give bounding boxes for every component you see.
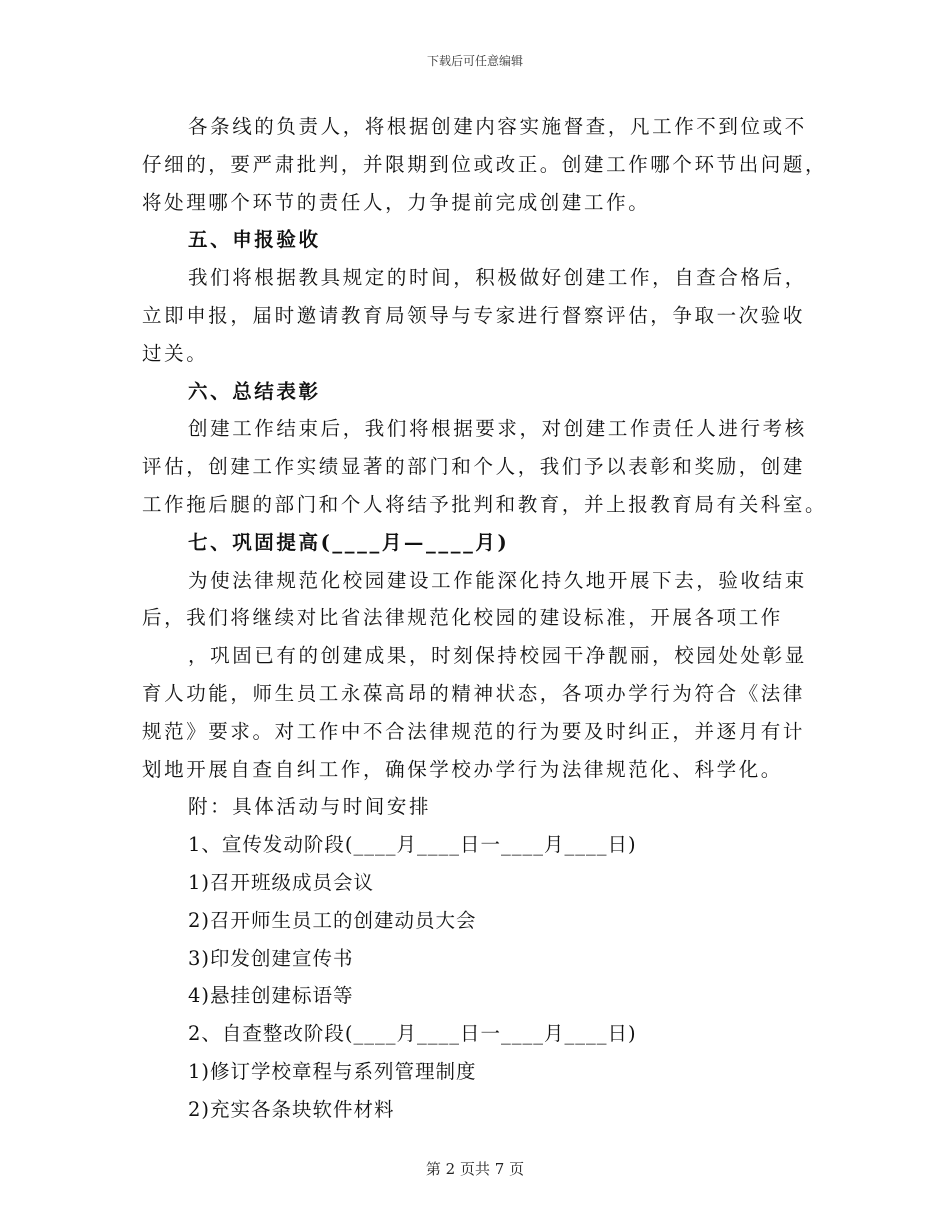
appendix-heading: 附：具体活动与时间安排 — [188, 795, 432, 819]
page-footer: 第 2 页共 7 页 — [425, 1160, 525, 1178]
document-body — [142, 108, 828, 1129]
paragraph-line: 为使法律规范化校园建设工作能深化持久地开展下去，验收结束 — [188, 568, 807, 592]
paragraph-line: 工作拖后腿的部门和个人将结予批判和教育，并上报教育局有关科室。 — [142, 492, 828, 516]
paragraph-line: 过关。 — [142, 341, 209, 365]
paragraph-line: 创建工作结束后，我们将根据要求，对创建工作责任人进行考核 — [188, 417, 807, 441]
stage-heading: 1、宣传发动阶段(____月____日一____月____日) — [188, 833, 637, 857]
page-header: 下载后可任意编辑 — [426, 54, 523, 68]
paragraph-line: 仔细的，要严肃批判，并限期到位或改正。创建工作哪个环节出问题， — [142, 152, 828, 176]
list-item: 1)修订学校章程与系列管理制度 — [188, 1059, 477, 1083]
stage-heading: 2、自查整改阶段(____月____日一____月____日) — [188, 1022, 637, 1046]
section-heading: 六、总结表彰 — [188, 379, 321, 403]
paragraph-line: 我们将根据教具规定的时间，积极做好创建工作，自查合格后， — [188, 266, 807, 290]
list-item: 2)召开师生员工的创建动员大会 — [188, 908, 477, 932]
paragraph-line: 划地开展自查自纠工作，确保学校办学行为法律规范化、科学化。 — [142, 757, 783, 781]
paragraph-line: 后，我们将继续对比省法律规范化校园的建设标准，开展各项工作 — [142, 606, 783, 630]
section-heading: 五、申报验收 — [188, 228, 321, 252]
list-item: 2)充实各条块软件材料 — [188, 1097, 395, 1121]
paragraph-line: 评估，创建工作实绩显著的部门和个人，我们予以表彰和奖励，创建 — [142, 455, 806, 479]
list-item: 1)召开班级成员会议 — [188, 870, 375, 894]
list-item: 4)悬挂创建标语等 — [188, 984, 354, 1008]
paragraph-line: 规范》要求。对工作中不合法律规范的行为要及时纠正，并逐月有计 — [142, 719, 806, 743]
list-item: 3)印发创建宣传书 — [188, 946, 354, 970]
section-heading: 七、巩固提高(____月—____月) — [188, 530, 510, 554]
paragraph-line: 各条线的负责人，将根据创建内容实施督查，凡工作不到位或不 — [188, 115, 807, 138]
paragraph-line: ，巩固已有的创建成果，时刻保持校园干净靓丽，校园处处彰显 — [188, 644, 807, 668]
paragraph-line: 育人功能，师生员工永葆高昂的精神状态，各项办学行为符合《法律 — [142, 681, 806, 705]
paragraph-line: 立即申报，届时邀请教育局领导与专家进行督察评估，争取一次验收 — [142, 303, 806, 327]
paragraph-line: 将处理哪个环节的责任人，力争提前完成创建工作。 — [142, 190, 651, 214]
